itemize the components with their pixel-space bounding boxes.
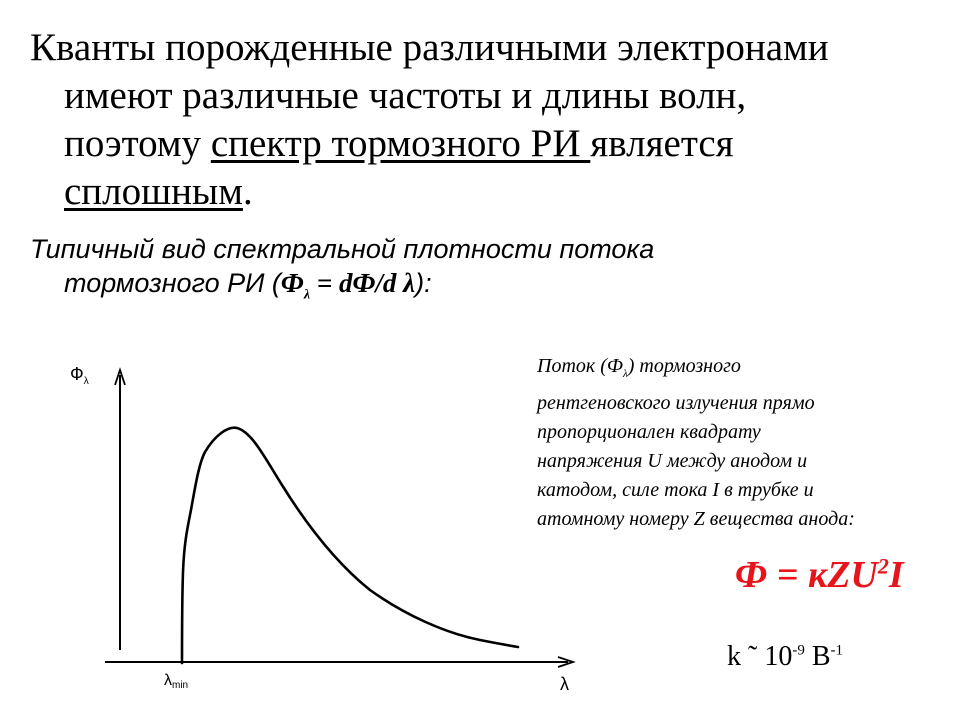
formula-phi: Ф xyxy=(280,268,304,298)
flux-note xyxy=(537,352,947,534)
spectral-density-formula xyxy=(280,268,416,303)
note-line-3: пропорционален квадрату xyxy=(537,421,761,443)
subtitle-paragraph xyxy=(30,232,910,312)
main-line-4 xyxy=(30,168,930,216)
subtitle-line-1: Типичный вид спектральной плотности потока xyxy=(30,234,655,264)
formula-phi-sub: λ xyxy=(303,287,311,303)
x-axis-label: λ xyxy=(560,674,569,694)
lambda-min-label: λmin xyxy=(164,672,189,691)
subtitle-line-2-pre: тормозного РИ ( xyxy=(64,268,281,298)
main-line-2: имеют различные частоты и длины волн, xyxy=(64,74,747,117)
spectrum-graph xyxy=(60,340,590,710)
continuous-word: сплошным xyxy=(64,170,243,213)
spectrum-phrase: спектр тормозного РИ xyxy=(210,122,591,165)
subtitle-line-2 xyxy=(30,266,910,312)
note-line-5: катодом, силе тока I в трубке и xyxy=(537,479,814,501)
note-line-1: Поток $(Ф_\lambda)$ тормозного xyxy=(537,355,741,380)
flux-formula: Ф = кZU$^2$I xyxy=(735,553,904,596)
note-line-6: атомному номеру Z вещества анода: xyxy=(537,508,855,530)
main-line-4-post: . xyxy=(242,170,253,213)
note-line-2: рентгеновского излучения прямо xyxy=(537,392,815,414)
y-axis-label: $Ф_\lambda$ xyxy=(70,364,89,387)
main-line-3 xyxy=(30,120,930,168)
proportionality-constant: k ˜ $10^{-9}$ $В^{-1}$ xyxy=(727,641,844,672)
note-line-4: напряжения U между анодом и xyxy=(537,450,808,472)
main-line-1: Кванты порожденные различными электронами xyxy=(30,26,829,69)
subtitle-line-2-post: ): xyxy=(415,268,432,298)
main-line-3-pre: поэтому xyxy=(64,122,211,165)
spectrum-curve xyxy=(182,428,518,663)
formula-rest: = dФ/d λ xyxy=(310,268,416,298)
main-paragraph xyxy=(30,24,930,216)
main-line-3-post: является xyxy=(590,122,734,165)
